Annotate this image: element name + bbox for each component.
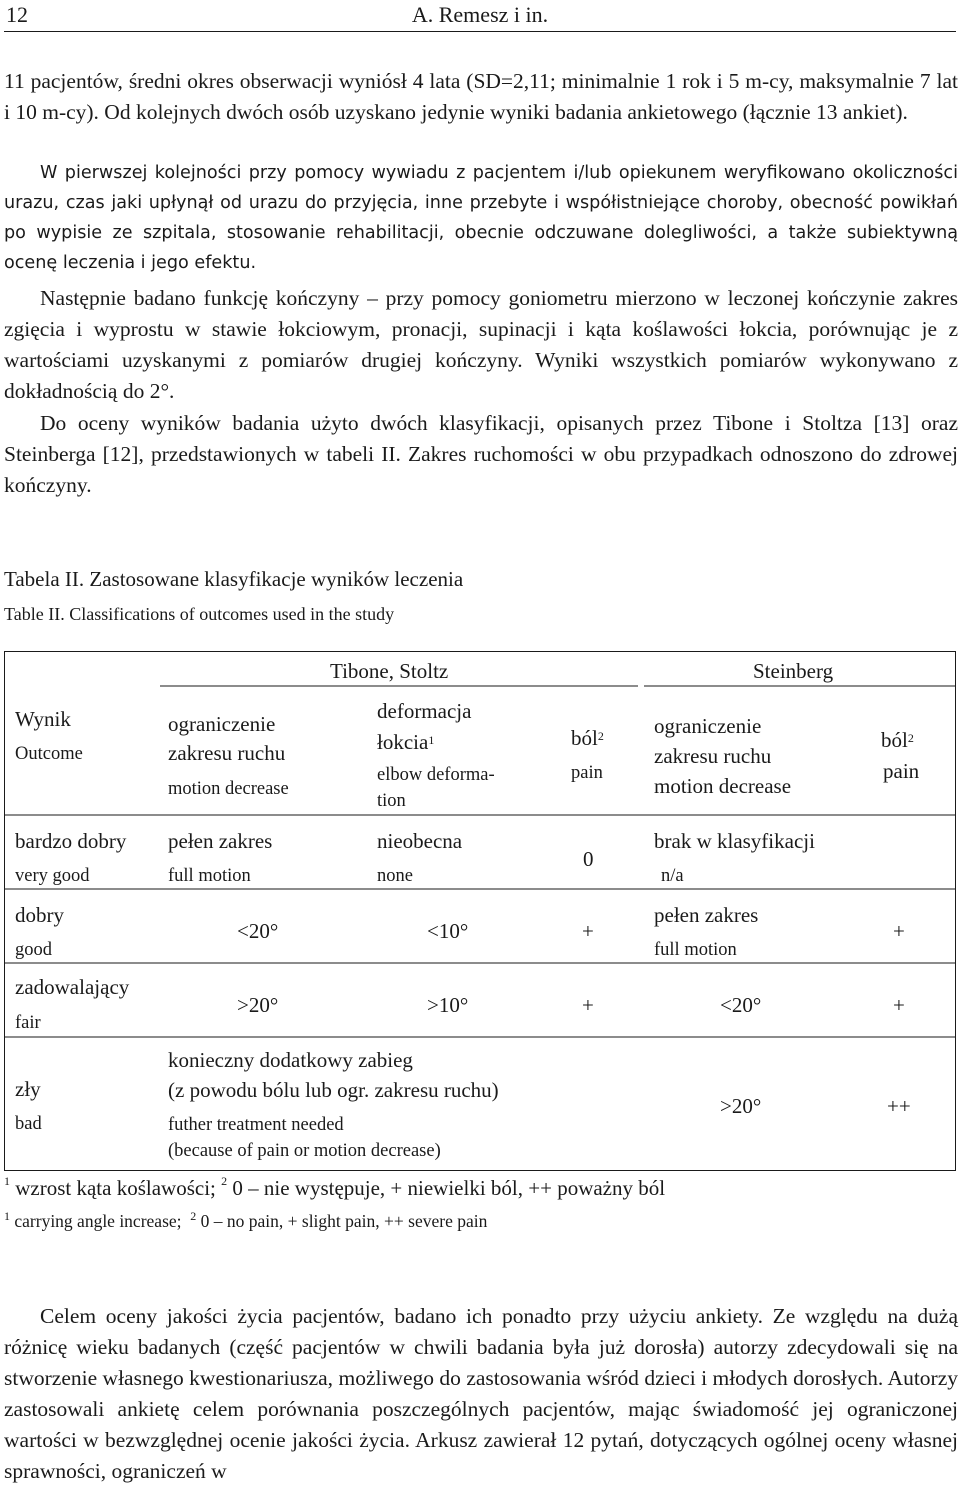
r2-outcome-pl: dobry xyxy=(15,903,64,927)
paragraph-4: Do oceny wyników badania użyto dwóch klasyfikacji, opisanych przez Tibone i Stoltza [13] oraz Steinberga [12], przedstawionych w tabeli II. Zakres ruchomości w obu przypadkach odnoszono do zdrowej kończyny. xyxy=(4,411,958,497)
table-footnote-pl: $^1$ wzrost kąta koślawości; $^2$ 0 – nie występuje, + niewielki ból, ++ poważny ból xyxy=(4,1174,666,1200)
r2-s-pain: + xyxy=(893,919,905,943)
head-s-bol-en: pain xyxy=(883,759,920,783)
r3-s-pain: + xyxy=(893,993,905,1017)
r4-ts-en-1: futher treatment needed xyxy=(168,1115,344,1135)
outcomes-table xyxy=(4,651,956,1171)
table-caption-en: Table II. Classifications of outcomes used in the study xyxy=(4,604,395,624)
r1-ts-motion-en: full motion xyxy=(168,866,251,886)
r2-ts-motion: <20° xyxy=(237,919,279,943)
r3-ts-def: >10° xyxy=(427,993,469,1017)
r3-outcome-pl: zadowalający xyxy=(15,975,130,999)
group-tibone-stoltz: Tibone, Stoltz xyxy=(330,659,449,683)
head-ogr-2: zakresu ruchu xyxy=(168,741,286,765)
head-def-en-1: elbow deforma- xyxy=(377,765,495,785)
group-steinberg: Steinberg xyxy=(753,659,834,683)
head-s-ogr-1: ograniczenie xyxy=(654,714,762,738)
r4-ts-line-1: konieczny dodatkowy zabieg xyxy=(168,1048,413,1072)
r4-outcome-pl: zły xyxy=(15,1077,41,1101)
head-def-1: deformacja xyxy=(377,699,472,723)
r1-s-motion-en: n/a xyxy=(661,866,684,886)
r4-outcome-en: bad xyxy=(15,1114,42,1134)
head-ogr-en: motion decrease xyxy=(168,779,289,799)
table-footnote-en: $^1$ carrying angle increase; $^2$ 0 – no pain, + slight pain, ++ severe pain xyxy=(4,1209,488,1231)
r1-ts-motion: pełen zakres xyxy=(168,829,273,853)
head-s-bol: ból$^2$ xyxy=(881,728,914,752)
head-def-en-2: tion xyxy=(377,791,406,811)
page-number: 12 xyxy=(6,2,28,27)
running-head: A. Remesz i in. xyxy=(411,2,549,27)
head-s-ogr-en: motion decrease xyxy=(654,774,792,798)
paragraph-5: Celem oceny jakości życia pacjentów, badano ich ponadto przy użyciu ankiety. Ze względu na dużą różnicę wieku badanych (część pacjentów w chwili badania była już dorosła) autorzy zdecydowali się na stworzenie własnego kwestionariusza, możliwego do zastosowania wśród dzieci i młodych dorosłych. Autorzy zastosowali ankietę celem porównania poszczególnych pacjentów, mając świadomość jej ograniczonej wartości w bezwzględnej ocenie jakości życia. Arkusz zawierał 12 pytań, dotyczących ogólnej oceny własnej sprawności, ograniczeń w xyxy=(4,1304,958,1483)
r2-s-motion: pełen zakres xyxy=(654,903,759,927)
r4-s-motion: >20° xyxy=(720,1094,762,1118)
r2-outcome-en: good xyxy=(15,940,52,960)
r3-ts-motion: >20° xyxy=(237,993,279,1017)
r1-outcome-pl: bardzo dobry xyxy=(15,829,127,853)
r2-s-motion-en: full motion xyxy=(654,940,737,960)
header-rule xyxy=(4,31,956,32)
head-bol-en: pain xyxy=(571,763,603,783)
head-def-2: łokcia$^1$ xyxy=(377,730,435,754)
head-s-ogr-2: zakresu ruchu xyxy=(654,744,772,768)
table-caption-pl: Tabela II. Zastosowane klasyfikacje wyników leczenia xyxy=(4,567,464,591)
paragraph-3: Następnie badano funkcję kończyny – przy pomocy goniometru mierzono w leczonej kończynie zakres zgięcia i wyprostu w stawie łokciowym, pronacji, supinacji i kąta koślawości łokcia, porównując je z wartościami uzyskanymi z pomiarów drugiej kończyny. Wyniki wszystkich pomiarów wykonywano z dokładnością do 2°. xyxy=(4,286,958,403)
r1-s-motion: brak w klasyfikacji xyxy=(654,829,815,853)
r3-outcome-en: fair xyxy=(15,1013,41,1033)
head-outcome: Outcome xyxy=(15,744,83,764)
head-wynik: Wynik xyxy=(15,707,71,731)
head-ogr-1: ograniczenie xyxy=(168,712,276,736)
r1-ts-def: nieobecna xyxy=(377,829,463,853)
r2-ts-pain: + xyxy=(582,919,594,943)
r3-ts-pain: + xyxy=(582,993,594,1017)
head-bol: ból$^2$ xyxy=(571,726,604,750)
r1-ts-pain: 0 xyxy=(583,847,594,871)
r4-ts-line-2: (z powodu bólu lub ogr. zakresu ruchu) xyxy=(168,1078,499,1102)
r1-outcome-en: very good xyxy=(15,866,90,886)
paragraph-1: 11 pacjentów, średni okres obserwacji wyniósł 4 lata (SD=2,11; minimalnie 1 rok i 5 m-cy, maksymalnie 7 lat i 10 m-cy). Od kolejnych dwóch osób uzyskano jedynie wyniki badania ankietowego (łącznie 13 ankiet). xyxy=(4,69,958,124)
r4-ts-en-2: (because of pain or motion decrease) xyxy=(168,1141,441,1161)
r1-ts-def-en: none xyxy=(377,866,413,886)
r2-ts-def: <10° xyxy=(427,919,469,943)
r3-s-motion: <20° xyxy=(720,993,762,1017)
r4-s-pain: ++ xyxy=(887,1094,911,1118)
paragraph-2: W pierwszej kolejności przy pomocy wywiadu z pacjentem i/lub opiekunem weryfikowano okoliczności urazu, czas jaki upłynął od urazu do przyjęcia, inne przebyte i współistniejące choroby, obecność powikłań po wypisie ze szpitala, stosowanie rehabilitacji, obecnie odczuwane dolegliwości, a także subiektywną ocenę leczenia i jego efektu. xyxy=(4,163,958,273)
